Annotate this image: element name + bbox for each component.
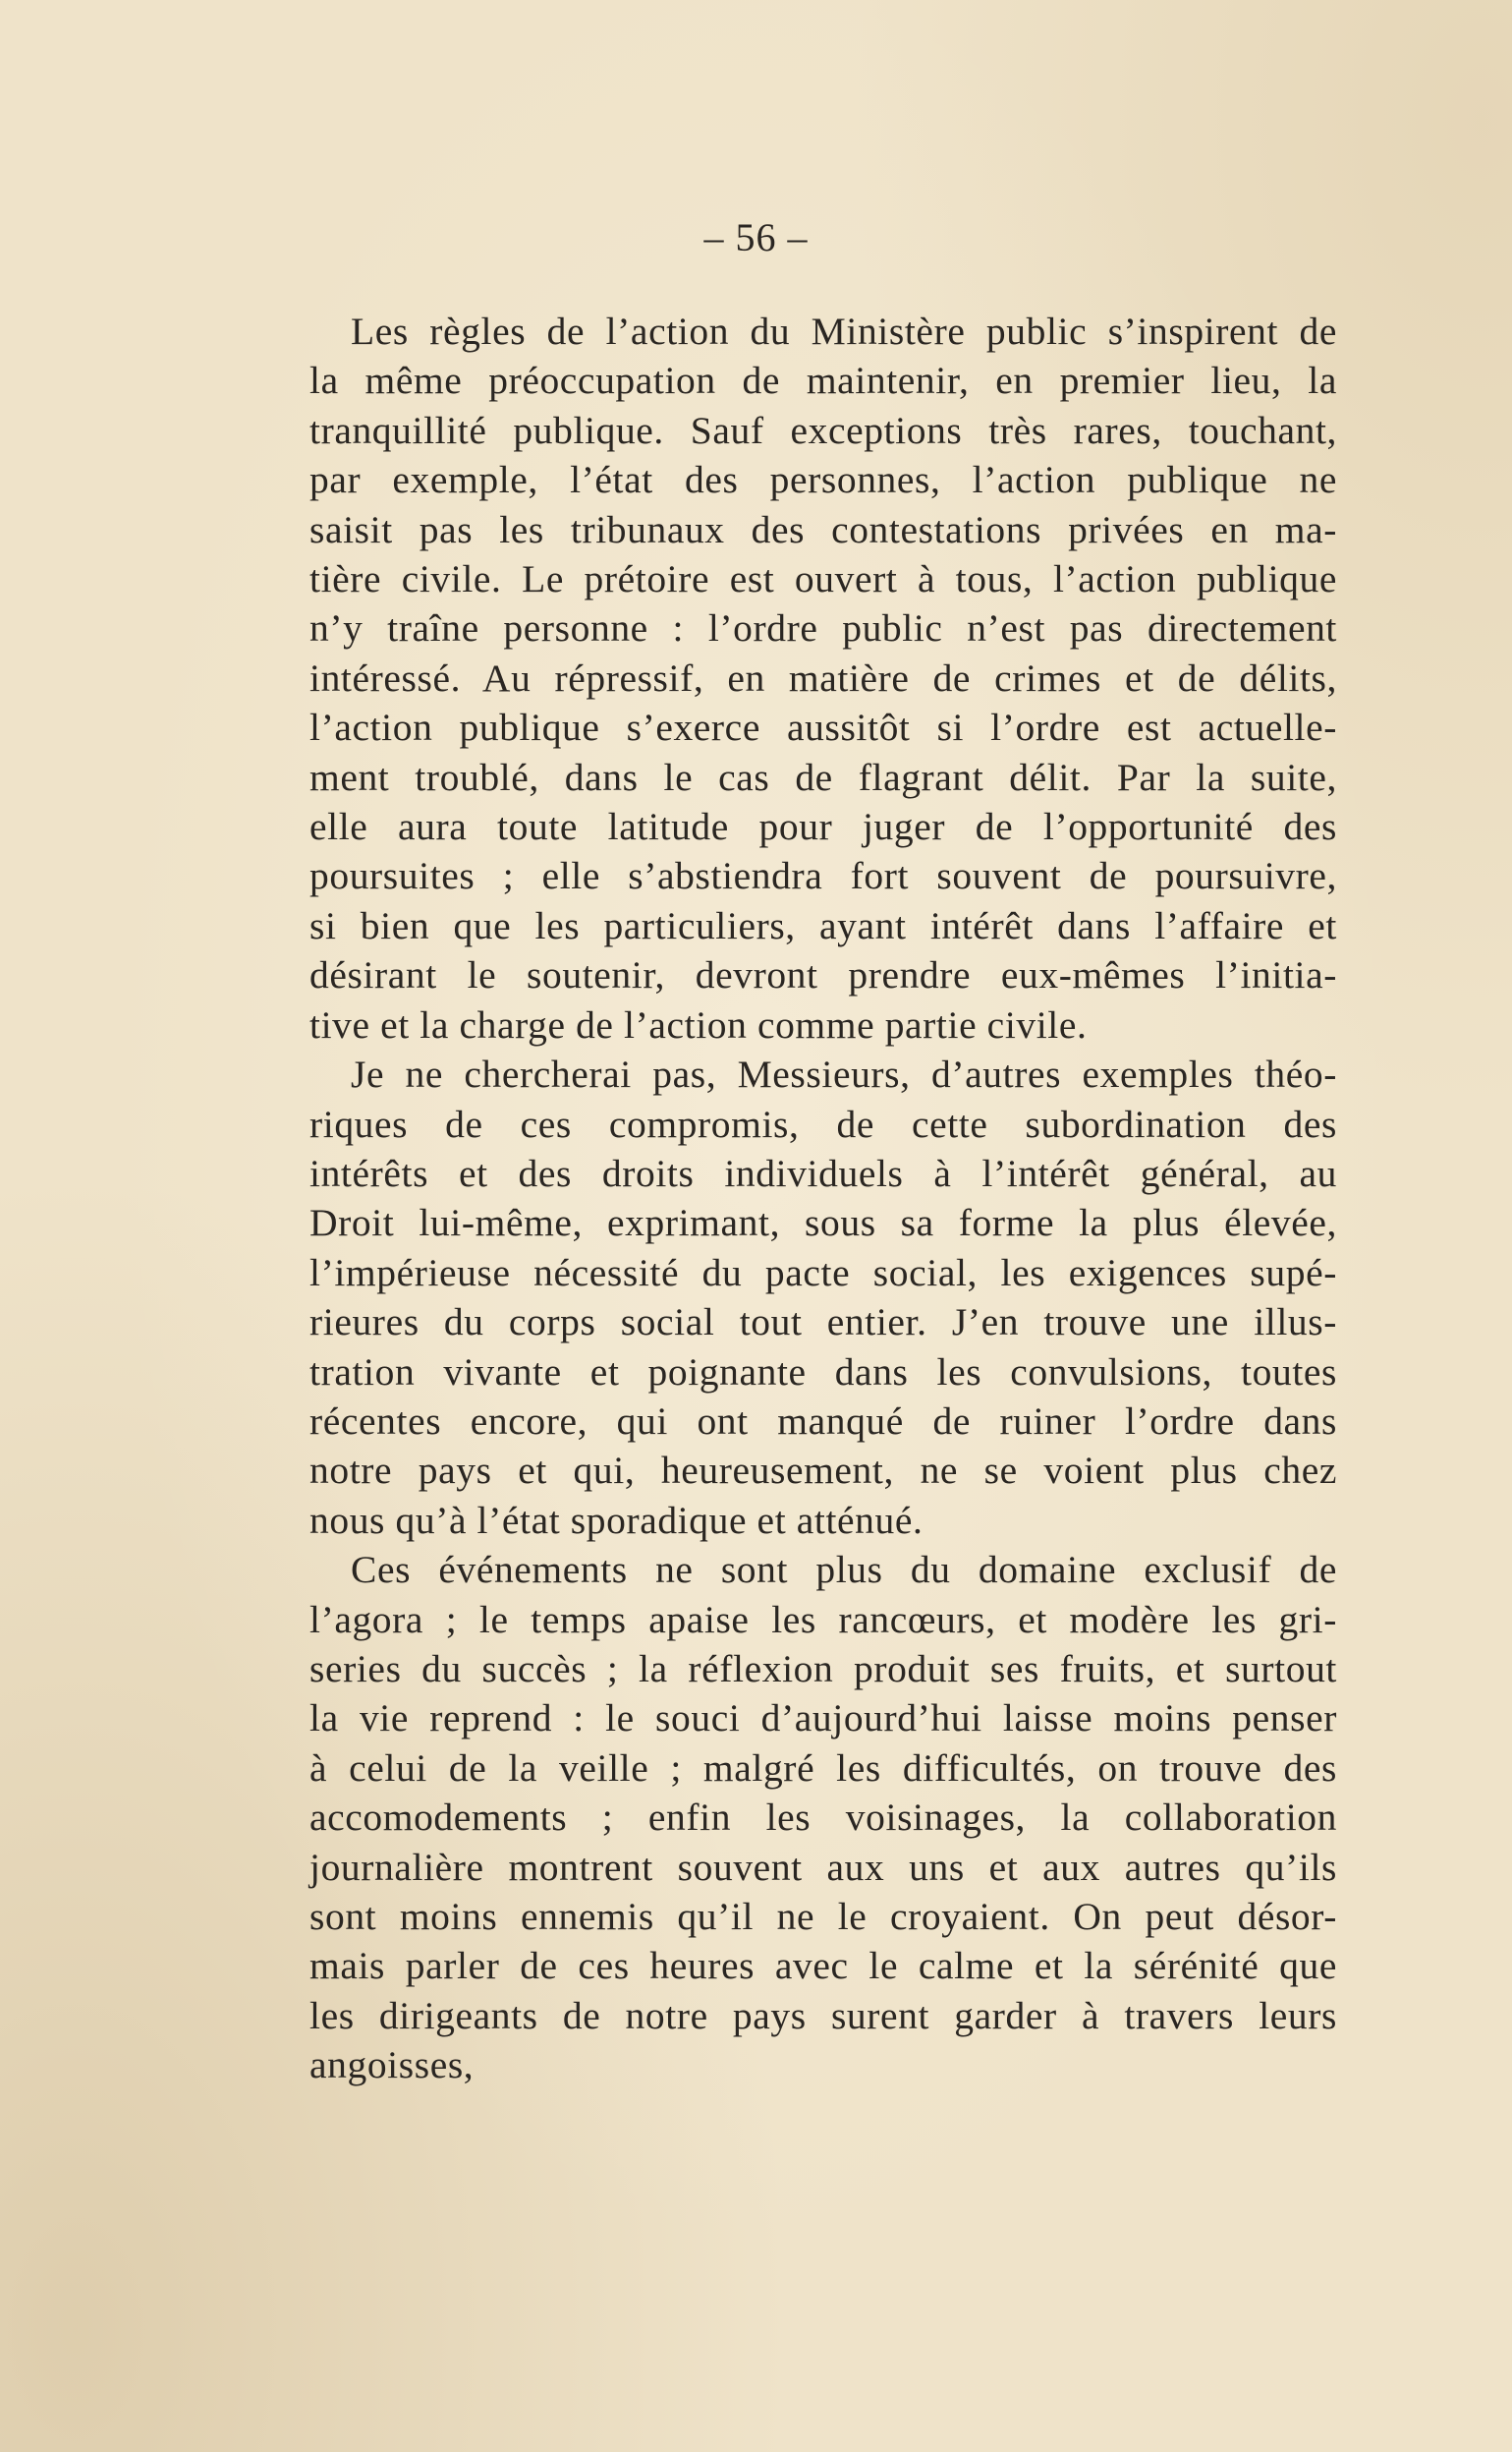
text-line: la vie reprend : le souci d’aujourd’hui laisse moins penser [309,1696,1337,1740]
paragraph [268,307,1337,1050]
text-line: à celui de la veille ; malgré les difficultés, on trouve des [309,1745,1337,1790]
text-line: ment troublé, dans le cas de flagrant délit. Par la suite, [309,755,1337,799]
text-line: angoisses, [309,2043,475,2087]
text-line: l’agora ; le temps apaise les rancœurs, et modère les gri- [309,1597,1337,1641]
text-line: les dirigeants de notre pays surent garder à travers leurs [309,1993,1337,2037]
text-line: récentes encore, qui ont manqué de ruiner l’ordre dans [309,1398,1337,1443]
body-text [268,307,1337,2090]
text-line: tive et la charge de l’action comme partie civile. [309,1002,1088,1047]
text-line: intérêts et des droits individuels à l’intérêt général, au [309,1151,1337,1195]
text-line: elle aura toute latitude pour juger de l’opportunité des [309,805,1337,849]
text-line: tière civile. Le prétoire est ouvert à tous, l’action publique [309,557,1337,601]
text-line: tranquillité publique. Sauf exceptions très rares, touchant, [309,408,1337,452]
paragraph [268,1545,1337,2089]
text-line: notre pays et qui, heureusement, ne se voient plus chez [309,1449,1337,1493]
text-line: rieures du corps social tout entier. J’en trouve une illus- [309,1300,1337,1344]
text-line: mais parler de ces heures avec le calme et la sérénité que [309,1944,1337,1988]
text-line: intéressé. Au répressif, en matière de crimes et de délits, [309,656,1337,700]
text-line: Ces événements ne sont plus du domaine exclusif de [351,1548,1337,1592]
text-line: poursuites ; elle s’abstiendra fort souvent de poursuivre, [309,854,1337,898]
text-line: Les règles de l’action du Ministère public s’inspirent de [351,310,1337,353]
text-line: sont moins ennemis qu’il ne le croyaient. On peut désor- [309,1895,1337,1938]
text-line: l’impérieuse nécessité du pacte social, les exigences supé- [309,1250,1337,1294]
text-line: accomodements ; enfin les voisinages, la collaboration [309,1796,1337,1840]
text-line: n’y traîne personne : l’ordre public n’est pas directement [309,606,1337,651]
text-line: l’action publique s’exerce aussitôt si l’ordre est actuelle- [309,706,1337,750]
text-line: journalière montrent souvent aux uns et aux autres qu’ils [309,1845,1337,1889]
text-line: riques de ces compromis, de cette subordination des [309,1102,1337,1146]
text-line: la même préoccupation de maintenir, en premier lieu, la [309,359,1337,403]
text-line: par exemple, l’état des personnes, l’action publique ne [309,458,1337,502]
text-line: si bien que les particuliers, ayant intérêt dans l’affaire et [309,903,1337,947]
text-line: nous qu’à l’état sporadique et atténué. [309,1498,924,1542]
text-line: saisit pas les tribunaux des contestations privées en ma- [309,507,1337,551]
text-line: Droit lui-même, exprimant, sous sa forme la plus élevée, [309,1201,1337,1245]
text-line: tration vivante et poignante dans les convulsions, toutes [309,1349,1337,1394]
page-number: – 56 – [703,215,809,259]
text-line: series du succès ; la réflexion produit ses fruits, et surtout [309,1646,1337,1690]
paragraph [268,1050,1337,1545]
text-line: désirant le soutenir, devront prendre eux-mêmes l’initia- [309,953,1337,998]
text-line: Je ne chercherai pas, Messieurs, d’autres exemples théo- [351,1053,1337,1097]
